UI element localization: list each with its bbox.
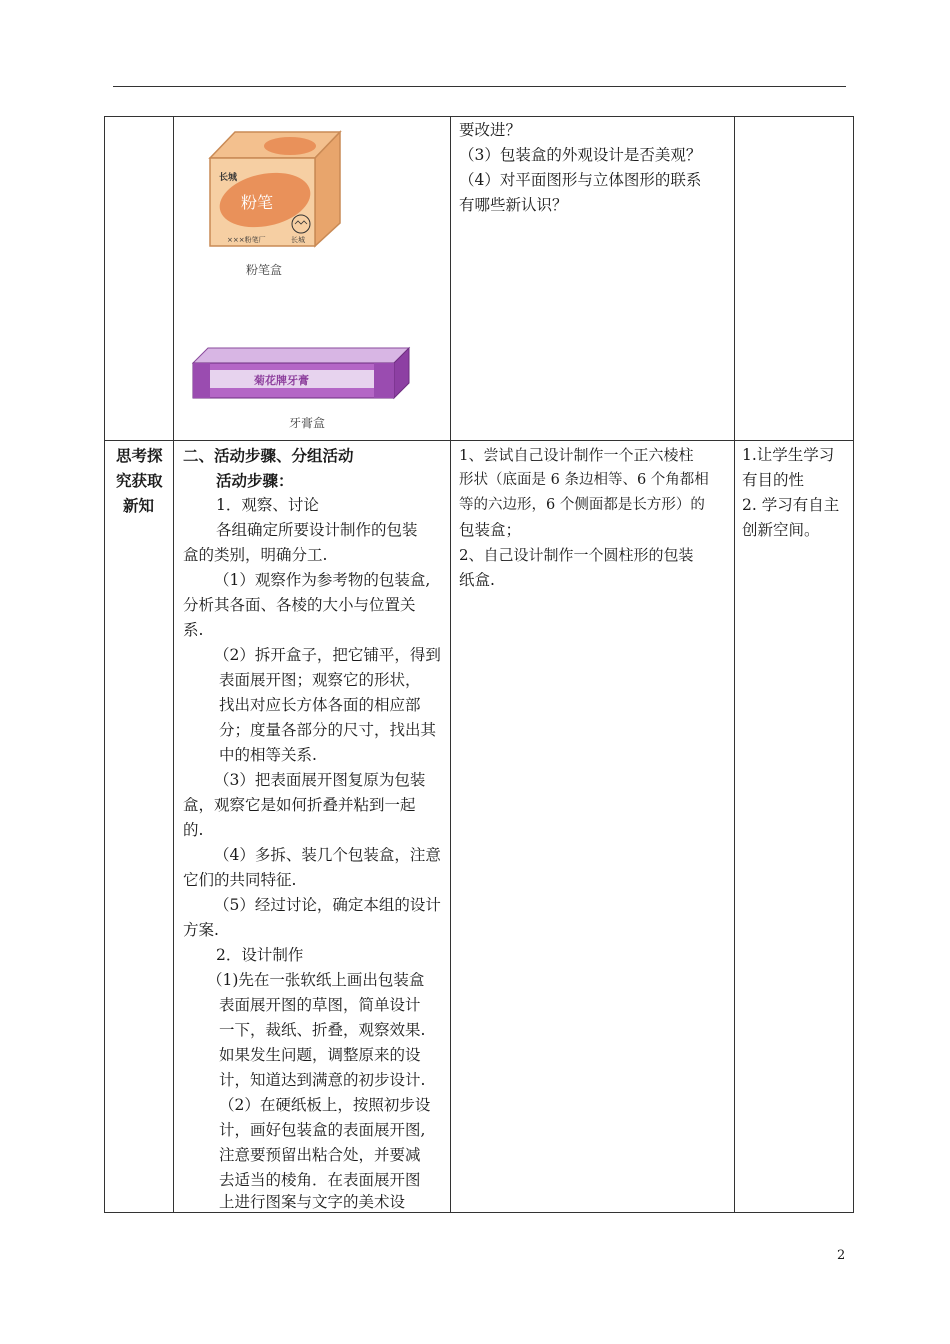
- toothpaste-box-caption: 牙膏盒: [289, 416, 326, 430]
- col2-line: 去适当的棱角．在表面展开图: [219, 1171, 421, 1189]
- activity-steps-subheading: 活动步骤：: [216, 471, 294, 490]
- col2-line: （4）多拆、装几个包装盒，注意: [214, 846, 441, 864]
- col2-line: 的.: [183, 821, 204, 839]
- col2-line: 方案.: [183, 921, 219, 939]
- chalk-box-caption: 粉笔盒: [246, 263, 283, 277]
- col2-line: 中的相等关系.: [219, 746, 317, 764]
- col2-line: 分析其各面、各棱的大小与位置关: [183, 596, 416, 614]
- col2-line: （1）观察作为参考物的包装盒,: [214, 571, 431, 589]
- row-divider: [104, 440, 854, 441]
- chalk-box-brand-top: 长城: [219, 173, 238, 183]
- toothpaste-box-label: 菊花牌牙膏: [254, 374, 309, 387]
- col2-line: （3）把表面展开图复原为包装: [214, 771, 426, 789]
- col2-line: 它们的共同特征.: [183, 871, 297, 889]
- col2-line: 分；度量各部分的尺寸，找出其: [219, 721, 437, 739]
- col2-line: 一下，裁纸、折叠，观察效果.: [219, 1021, 426, 1039]
- col3-line: 包装盒；: [459, 521, 522, 539]
- activity-steps-heading: 二、活动步骤、分组活动: [183, 446, 354, 465]
- col2-line: 找出对应长方体各面的相应部: [219, 696, 421, 714]
- col2-line: 1．观察、讨论: [216, 496, 319, 514]
- row2-col1-line-2: 究获取: [116, 471, 163, 490]
- col2-line: 各组确定所要设计制作的包装: [216, 521, 418, 539]
- page-number: 2: [837, 1248, 846, 1263]
- row1-col3-line-1: 要改进？: [459, 121, 522, 139]
- col2-line: 系.: [183, 621, 204, 639]
- chalk-box-image: [205, 128, 345, 253]
- chalk-box-maker: ×××粉笔厂: [227, 236, 266, 244]
- col3-line: 等的六边形，6 个侧面都是长方形）的: [459, 497, 705, 513]
- col4-line: 2. 学习有自主: [742, 496, 840, 514]
- row2-col1-line-3: 新知: [123, 496, 155, 515]
- col2-line: （2）拆开盒子，把它铺平，得到: [214, 646, 441, 664]
- column-divider-1: [173, 116, 174, 1213]
- row1-col3-line-2: （3）包装盒的外观设计是否美观？: [459, 146, 702, 164]
- col3-line: 2、自己设计制作一个圆柱形的包装: [459, 546, 694, 564]
- col4-line: 创新空间。: [742, 521, 820, 539]
- chalk-box-brand-side: 长城: [291, 236, 305, 244]
- header-rule: [113, 86, 846, 87]
- col4-line: 有目的性: [742, 471, 805, 489]
- col4-line: 1.让学生学习: [742, 446, 835, 464]
- col3-line: 形状（底面是 6 条边相等、6 个角都相: [459, 472, 709, 488]
- col2-line: 盒的类别，明确分工.: [183, 546, 328, 564]
- col2-line: 计，画好包装盒的表面展开图,: [219, 1121, 426, 1139]
- col2-line: 注意要预留出粘合处，并要减: [219, 1146, 421, 1164]
- row2-col1-line-1: 思考探: [116, 446, 163, 465]
- row1-col3-line-4: 有哪些新认识？: [459, 196, 568, 214]
- chalk-box-label: 粉笔: [241, 193, 274, 212]
- row1-col3-line-3: （4）对平面图形与立体图形的联系: [459, 171, 702, 189]
- col2-line: （1)先在一张软纸上画出包装盒: [207, 971, 425, 989]
- col2-line: （5）经过讨论，确定本组的设计: [214, 896, 441, 914]
- col2-line: （2）在硬纸板上，按照初步设: [219, 1096, 431, 1114]
- col2-line: 表面展开图的草图，简单设计: [219, 996, 421, 1014]
- toothpaste-box-image: [190, 343, 412, 401]
- col2-line: 上进行图案与文字的美术设: [219, 1193, 406, 1211]
- col2-line: 计，知道达到满意的初步设计.: [219, 1071, 426, 1089]
- col2-line: 表面展开图；观察它的形状，: [219, 671, 421, 689]
- col2-line: 盒，观察它是如何折叠并粘到一起: [183, 796, 416, 814]
- col3-line: 1、尝试自己设计制作一个正六棱柱: [459, 446, 694, 464]
- col2-line: 如果发生问题，调整原来的设: [219, 1046, 421, 1064]
- column-divider-2: [450, 116, 451, 1213]
- column-divider-3: [734, 116, 735, 1213]
- col2-line: 2．设计制作: [216, 946, 304, 964]
- col3-line: 纸盒.: [459, 571, 495, 589]
